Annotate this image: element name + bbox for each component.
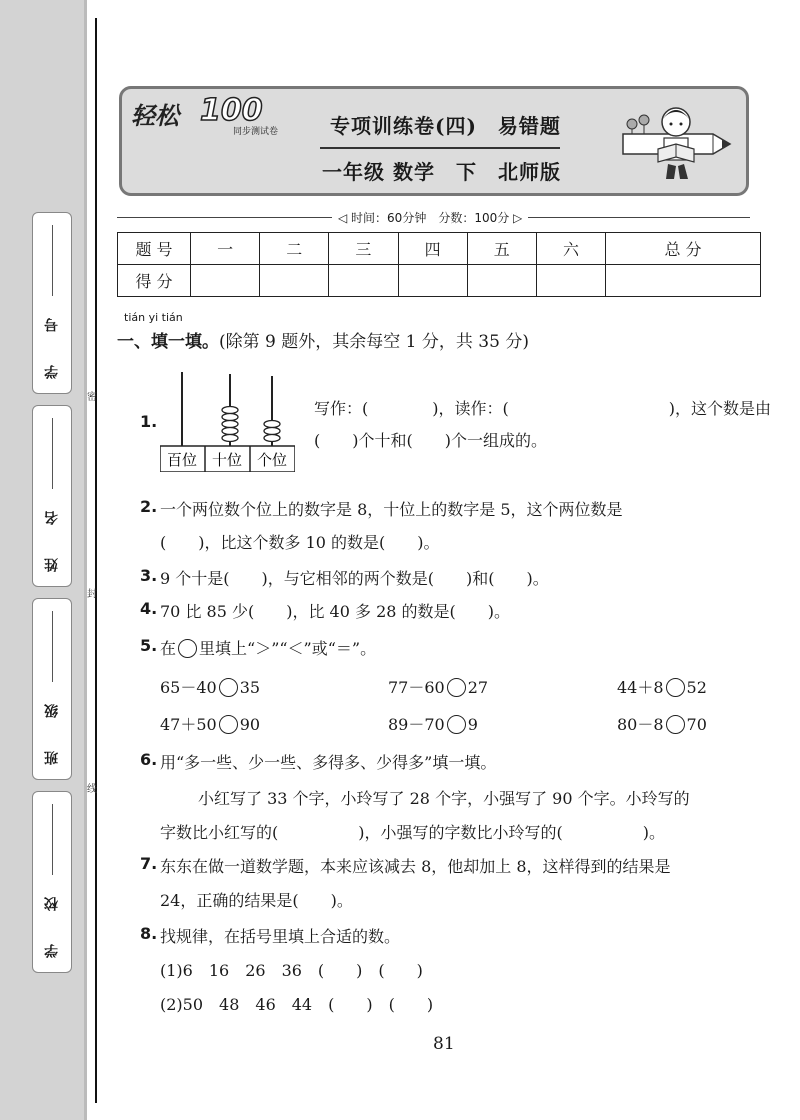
q2-text-line1: 一个两位数个位上的数字是 8，十位上的数字是 5，这个两位数是 <box>160 500 623 519</box>
abacus-illustration <box>160 362 295 472</box>
binding-line <box>95 18 97 1103</box>
q6-text-line1: 小红写了 33 个字，小玲写了 28 个字，小强写了 90 个字。小玲写的 <box>198 789 690 808</box>
score-input-cell[interactable] <box>467 265 536 297</box>
q7-text-line2: 24，正确的结果是( )。 <box>160 891 353 910</box>
compare-item <box>160 675 260 698</box>
cut-mark-seal: 密 <box>87 392 97 403</box>
student-id-writing-line <box>52 225 53 296</box>
score-input-cell[interactable] <box>191 265 260 297</box>
compare-item <box>388 712 478 735</box>
score-table-score-row <box>118 265 761 297</box>
compare-left: 80－8 <box>617 715 664 734</box>
score-input-cell[interactable] <box>606 265 761 297</box>
school-label: 学 校 <box>44 883 60 958</box>
circle-icon <box>178 639 197 658</box>
class-label: 班 级 <box>44 690 60 765</box>
compare-circle-input[interactable] <box>447 678 466 697</box>
compare-item <box>388 675 488 698</box>
section-title: 一、填一填。 <box>117 332 219 352</box>
cut-mark-close: 封 <box>87 589 97 600</box>
table-cell: 总 分 <box>606 233 761 265</box>
school-field[interactable] <box>32 791 72 973</box>
compare-left: 65－40 <box>160 678 217 697</box>
student-id-label: 学 号 <box>44 304 60 379</box>
compare-circle-input[interactable] <box>447 715 466 734</box>
table-cell: 得 分 <box>118 265 191 297</box>
q1-text-line2: ( )个十和( )个一组成的。 <box>314 431 547 450</box>
compare-right: 35 <box>239 678 261 697</box>
logo-number: 100 <box>200 93 263 128</box>
student-id-field[interactable] <box>32 212 72 394</box>
q8-sequence-1: (1)6 16 26 36 ( ) ( ) <box>160 961 423 980</box>
table-cell: 五 <box>467 233 536 265</box>
q6-text-line2: 字数比小红写的( )，小强写的字数比小玲写的( )。 <box>160 823 665 842</box>
q5-pre: 在 <box>160 639 177 658</box>
compare-item <box>617 712 707 735</box>
compare-left: 89－70 <box>388 715 445 734</box>
table-cell: 六 <box>536 233 605 265</box>
time-score-info: ◁ 时间：60分钟 分数：100分 ▷ <box>332 209 528 226</box>
question-number: 6. <box>140 750 158 769</box>
q1-text-line1: 写作：( )，读作：( )，这个数是由 <box>314 399 771 418</box>
title-divider <box>320 147 560 149</box>
compare-circle-input[interactable] <box>219 715 238 734</box>
q2-text-line2: ( )，比这个数多 10 的数是( )。 <box>160 533 440 552</box>
school-writing-line <box>52 804 53 875</box>
compare-left: 44＋8 <box>617 678 664 697</box>
compare-right: 9 <box>467 715 478 734</box>
compare-circle-input[interactable] <box>666 678 685 697</box>
table-cell: 二 <box>260 233 329 265</box>
q5-post: 里填上“＞”“＜”或“＝”。 <box>199 639 377 658</box>
score-input-cell[interactable] <box>398 265 467 297</box>
question-number: 2. <box>140 497 158 516</box>
reading-boy-illustration <box>618 94 738 189</box>
student-name-label: 姓 名 <box>44 497 60 572</box>
abacus-label: 百位 <box>166 451 198 469</box>
table-cell: 三 <box>329 233 398 265</box>
compare-right: 90 <box>239 715 261 734</box>
question-number: 7. <box>140 854 158 873</box>
cut-mark-line: 线 <box>87 784 97 795</box>
paper-subtitle: 一年级 数学 下 北师版 <box>322 160 561 184</box>
table-cell: 四 <box>398 233 467 265</box>
compare-right: 70 <box>686 715 707 734</box>
page-number: 81 <box>433 1034 455 1054</box>
table-cell: 一 <box>191 233 260 265</box>
section-note: (除第 9 题外，其余每空 1 分，共 35 分) <box>219 332 529 352</box>
question-number: 8. <box>140 924 158 943</box>
compare-left: 47＋50 <box>160 715 217 734</box>
question-number: 3. <box>140 566 158 585</box>
compare-item <box>617 675 707 698</box>
score-input-cell[interactable] <box>329 265 398 297</box>
q7-text-line1: 东东在做一道数学题，本来应该减去 8，他却加上 8，这样得到的结果是 <box>160 857 671 876</box>
logo-text: 轻松 <box>131 102 179 130</box>
class-writing-line <box>52 611 53 682</box>
paper-title: 专项训练卷(四) 易错题 <box>330 114 561 138</box>
binding-strip-edge <box>84 0 87 1120</box>
compare-right: 27 <box>467 678 489 697</box>
compare-circle-input[interactable] <box>219 678 238 697</box>
abacus-label: 个位 <box>256 451 288 469</box>
q8-sequence-2: (2)50 48 46 44 ( ) ( ) <box>160 995 434 1014</box>
table-cell: 题 号 <box>118 233 191 265</box>
score-table <box>117 232 761 297</box>
compare-right: 52 <box>686 678 707 697</box>
compare-item <box>160 712 260 735</box>
student-name-writing-line <box>52 418 53 489</box>
logo-caption: 同步测试卷 <box>233 127 279 137</box>
q6-instruction: 用“多一些、少一些、多得多、少得多”填一填。 <box>160 753 497 772</box>
compare-left: 77－60 <box>388 678 445 697</box>
q8-instruction: 找规律，在括号里填上合适的数。 <box>160 927 401 946</box>
score-input-cell[interactable] <box>536 265 605 297</box>
question-number: 5. <box>140 636 158 655</box>
section-heading <box>117 327 529 352</box>
abacus-label: 十位 <box>211 451 243 469</box>
compare-circle-input[interactable] <box>666 715 685 734</box>
q3-text: 9 个十是( )，与它相邻的两个数是( )和( )。 <box>160 569 549 588</box>
section-pinyin: tián yi tián <box>124 311 183 324</box>
class-field[interactable] <box>32 598 72 780</box>
question-number: 1. <box>140 412 158 431</box>
q4-text: 70 比 85 少( )，比 40 多 28 的数是( )。 <box>160 602 511 621</box>
score-table-header-row <box>118 233 761 265</box>
student-name-field[interactable] <box>32 405 72 587</box>
score-input-cell[interactable] <box>260 265 329 297</box>
q5-instruction <box>160 636 376 659</box>
question-number: 4. <box>140 599 158 618</box>
